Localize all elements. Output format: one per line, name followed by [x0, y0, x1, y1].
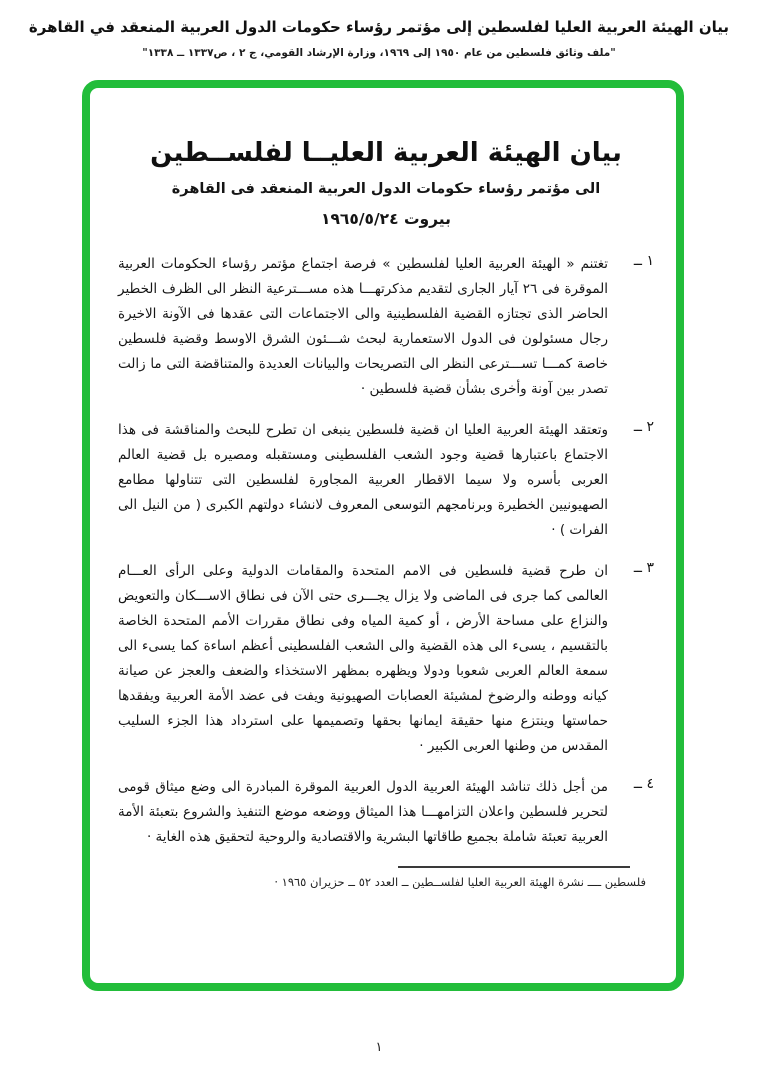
paragraph-4: [118, 775, 654, 850]
paragraph-3-number: ٣ ــ: [633, 560, 654, 576]
document-body: [90, 88, 676, 889]
paragraph-2: [118, 418, 654, 543]
paragraph-1-number: ١ ــ: [633, 253, 654, 269]
paragraph-4-text: من أجل ذلك تناشد الهيئة العربية الدول العربية الموقرة المبادرة الى وضع ميثاق قومى لتحرير فلسطين واعلان التزامهـــا هذا الميثاق ووضعه موضع التنفيذ والشروع بتعبئة الأمة العربية تعبئة شاملة بجميع طاقاتها البشرية والاقتصادية والروحية لتحقيق هذه الغاية ·: [118, 779, 608, 845]
paragraph-4-number: ٤ ــ: [633, 776, 654, 792]
paragraph-3-text: ان طرح قضية فلسطين فى الامم المتحدة والمقامات الدولية وعلى الرأى العـــام العالمى كما جرى فى الماضى ولا يزال يجـــرى حتى الآن فى نطاق الاســـكان والتعويض والنزاع على مساحة الأرض ، أو كمية المياه وفى نطاق مقررات الأمم المتحدة الخاصة بالتقسيم ، يسىء الى هذه القضية والى الشعب الفلسطينى أعظم اساءة كما يسىء الى سمعة العالم العربى شعوبا ودولا ويظهره بمظهر الاستخذاء والضعف والعجز عن صيانة كيانه ووطنه والرضوخ لمشيئة العصابات الصهيونية ويفت فى عضد الأمة العربية ويفقدها حماستها وينتزع منها حقيقة ايمانها بحقها وتصميمها على استرداد هذا الجزء السليب المقدس من وطنها العربى الكبير ·: [118, 563, 608, 754]
page-number: ١: [375, 1040, 383, 1055]
footnote-source: فلسطين ــــ نشرة الهيئة العربية العليا لفلســطين ــ العدد ٥٢ ــ حزيران ١٩٦٥ ·: [274, 875, 646, 889]
header-title: بيان الهيئة العربية العليا لفلسطين إلى مؤتمر رؤساء حكومات الدول العربية المنعقد في القاهرة: [28, 18, 730, 36]
header-source-citation: "ملف وثائق فلسطين من عام ١٩٥٠ إلى ١٩٦٩، وزارة الإرشاد القومي، ج ٢ ، ص١٣٣٧ ــ ١٣٣٨": [142, 47, 616, 59]
paragraph-1-text: تغتنم « الهيئة العربية العليا لفلسطين » فرصة اجتماع مؤتمر رؤساء الحكومات العربية الموقرة فى ٢٦ آيار الجارى لتقديم مذكرتهـــا هذه مســـترعية النظر الى الظرف الخطير الحاضر الذى تجتازه القضية الفلسطينية والى الاجتماعات التى عقدها فى الآونة الاخيرة رجال مسئولون فى الدول الاستعمارية لبحث شـــئون الشرق الاوسط وقضية فلسطين خاصة كمـــا تســـترعى النظر الى التصريحات والبيانات العديدة والمتناقضة التى ما زالت تصدر بين آونة وأخرى بشأن قضية فلسطين ·: [118, 256, 608, 397]
footnote-divider: [398, 866, 630, 868]
document-subtitle: الى مؤتمر رؤساء حكومات الدول العربية المنعقد فى القاهرة: [171, 181, 601, 197]
paragraph-2-text: وتعتقد الهيئة العربية العليا ان قضية فلسطين ينبغى ان تطرح للبحث والمناقشة فى هذا الاجتماع باعتبارها قضية وجود الشعب الفلسطينى ومستقبله ومصيره بل قضية العالم العربى بأسره ولا سيما الاقطار العربية المجاورة لفلسطين التى تتناولها مطامع الصهيونيين الخطيرة وبرنامجهم التوسعى المعروف لانشاء دولتهم الكبرى ( من النيل الى الفرات ) ·: [118, 422, 608, 538]
document-frame: [82, 80, 684, 991]
document-date-line: بيروت ١٩٦٥/٥/٢٤: [321, 210, 451, 228]
title-block: [118, 138, 654, 228]
paragraph-1: [118, 252, 654, 402]
paragraph-3: [118, 559, 654, 759]
document-header: [0, 0, 758, 59]
paragraph-list: [118, 252, 654, 850]
paragraph-2-number: ٢ ــ: [633, 419, 654, 435]
document-title: بيان الهيئة العربية العليــا لفلســطين: [150, 138, 622, 168]
